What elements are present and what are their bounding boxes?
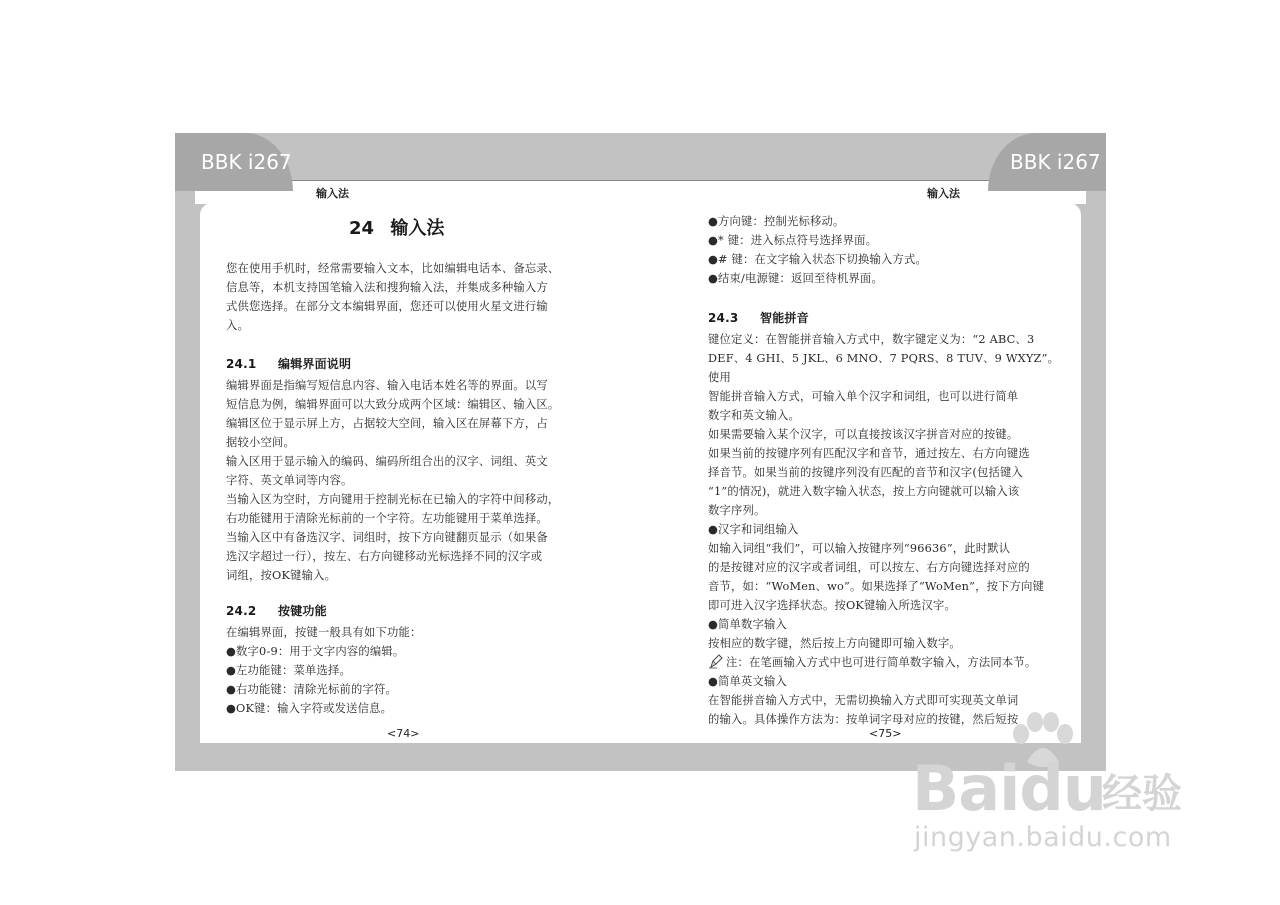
section-number: 24.3 xyxy=(708,311,739,325)
bullet-item: ●方向键：控制光标移动。 xyxy=(708,215,845,228)
body-line: 词组，按OK键输入。 xyxy=(226,569,337,582)
body-line: 编辑区位于显示屏上方，占据较大空间，输入区在屏幕下方，占 xyxy=(226,417,548,430)
section-title: 按键功能 xyxy=(278,604,327,618)
brand-label-right: BBK i267 xyxy=(1010,150,1101,174)
body-line: 如果当前的按键序列有匹配汉字和音节，通过按左、右方向键选 xyxy=(708,447,1030,460)
section-heading xyxy=(226,355,578,374)
section-24-1 xyxy=(226,355,578,585)
section-24-3 xyxy=(708,309,1060,729)
watermark-word-1: Bai xyxy=(912,752,1020,825)
bullet-item: ●简单数字输入 xyxy=(708,618,788,631)
body-line: 当输入区中有备选汉字、词组时，按下方向键翻页显示（如果备 xyxy=(226,531,548,544)
intro-line: 式供您选择。在部分文本编辑界面，您还可以使用火星文进行输 xyxy=(226,300,548,313)
watermark-url: jingyan.baidu.com xyxy=(914,822,1172,853)
body-line: 输入区用于显示输入的编码、编码所组合出的汉字、词组、英文 xyxy=(226,455,548,468)
note-text: 注：在笔画输入方式中也可进行简单数字输入，方法同本节。 xyxy=(726,656,1037,669)
section-title: 智能拼音 xyxy=(760,311,809,325)
body-line: 按相应的数字键，然后按上方向键即可输入数字。 xyxy=(708,637,961,650)
bullet-item: ●汉字和词组输入 xyxy=(708,523,799,536)
pen-note-icon xyxy=(708,653,724,669)
body-line: 右功能键用于清除光标前的一个字符。左功能键用于菜单选择。 xyxy=(226,512,548,525)
brand-label-left: BBK i267 xyxy=(201,150,292,174)
body-line: 字符、英文单词等内容。 xyxy=(226,474,353,487)
watermark-word-2: du xyxy=(1019,752,1106,825)
body-line: 短信息为例，编辑界面可以大致分成两个区域：编辑区、输入区。 xyxy=(226,398,560,411)
intro-line: 您在使用手机时，经常需要输入文本，比如编辑电话本、备忘录、 xyxy=(226,262,560,275)
body-line: 编辑界面是指编写短信息内容、输入电话本姓名等的界面。以写 xyxy=(226,379,548,392)
page-number-left: <74> xyxy=(387,727,420,740)
watermark-logo xyxy=(912,752,1106,825)
page-number-right: <75> xyxy=(869,727,902,740)
brand-tab-left xyxy=(175,133,293,191)
section-heading xyxy=(708,309,1060,328)
bullet-item: ●OK键：输入字符或发送信息。 xyxy=(226,702,393,715)
body-line: 选汉字超过一行），按左、右方向键移动光标选择不同的汉字或 xyxy=(226,550,543,563)
bullet-item: ●* 键：进入标点符号选择界面。 xyxy=(708,234,878,247)
note-line xyxy=(708,653,1060,672)
running-header-right: 输入法 xyxy=(927,187,960,200)
brand-tab-right xyxy=(988,133,1106,191)
bullet-item: ●结束/电源键：返回至待机界面。 xyxy=(708,272,884,285)
baidu-watermark xyxy=(912,712,1212,862)
bullet-item: ●左功能键：菜单选择。 xyxy=(226,664,352,677)
bullet-item: ●右功能键：清除光标前的字符。 xyxy=(226,683,398,696)
intro-line: 入。 xyxy=(226,319,249,332)
body-line: 即可进入汉字选择状态。按OK键输入所选汉字。 xyxy=(708,599,957,612)
body-line: 的输入。具体操作方法为：按单词字母对应的按键，然后短按 xyxy=(708,713,1019,726)
bullet-item: ●# 键：在文字输入状态下切换输入方式。 xyxy=(708,253,927,266)
section-title: 编辑界面说明 xyxy=(278,357,352,371)
section-number: 24.2 xyxy=(226,604,257,618)
watermark-cn: 经验 xyxy=(1102,771,1182,817)
body-line: 当输入区为空时，方向键用于控制光标在已输入的字符中间移动， xyxy=(226,493,560,506)
body-line: 据较小空间。 xyxy=(226,436,295,449)
body-line: 在智能拼音输入方式中，无需切换输入方式即可实现英文单词 xyxy=(708,694,1019,707)
body-line: 的是按键对应的汉字或者词组，可以按左、右方向键选择对应的 xyxy=(708,561,1030,574)
body-line: 数字序列。 xyxy=(708,504,766,517)
body-line: 键位定义：在智能拼音输入方式中，数字键定义为：“2 ABC、3 xyxy=(708,333,1035,346)
intro-line: 信息等，本机支持国笔输入法和搜狗输入法，并集成多种输入方 xyxy=(226,281,548,294)
body-line: 音节，如：“WoMen、wo”。如果选择了“WoMen”，按下方向键 xyxy=(708,580,1045,593)
section-number: 24.1 xyxy=(226,357,257,371)
body-line: 智能拼音输入方式，可输入单个汉字和词组，也可以进行简单 xyxy=(708,390,1019,403)
body-line: “1”的情况)，就进入数字输入状态，按上方向键就可以输入该 xyxy=(708,485,1020,498)
chapter-title: 24 输入法 xyxy=(349,218,445,239)
body-line: 在编辑界面，按键一般具有如下功能： xyxy=(226,626,422,639)
body-line: 数字和英文输入。 xyxy=(708,409,800,422)
right-page-bullets xyxy=(708,212,1060,288)
body-line: 如果需要输入某个汉字，可以直接按该汉字拼音对应的按键。 xyxy=(708,428,1019,441)
bullet-item: ●简单英文输入 xyxy=(708,675,788,688)
bullet-item: ●数字0-9：用于文字内容的编辑。 xyxy=(226,645,405,658)
section-heading xyxy=(226,602,578,621)
running-header-left: 输入法 xyxy=(316,187,349,200)
body-line: DEF、4 GHI、5 JKL、6 MNO、7 PQRS、8 TUV、9 WXYZ”。使用 xyxy=(708,352,1060,384)
left-page-intro xyxy=(226,259,578,335)
body-line: 如输入词组“我们”，可以输入按键序列“96636”，此时默认 xyxy=(708,542,1011,555)
section-24-2 xyxy=(226,602,578,718)
body-line: 择音节。如果当前的按键序列没有匹配的音节和汉字(包括键入 xyxy=(708,466,1024,479)
